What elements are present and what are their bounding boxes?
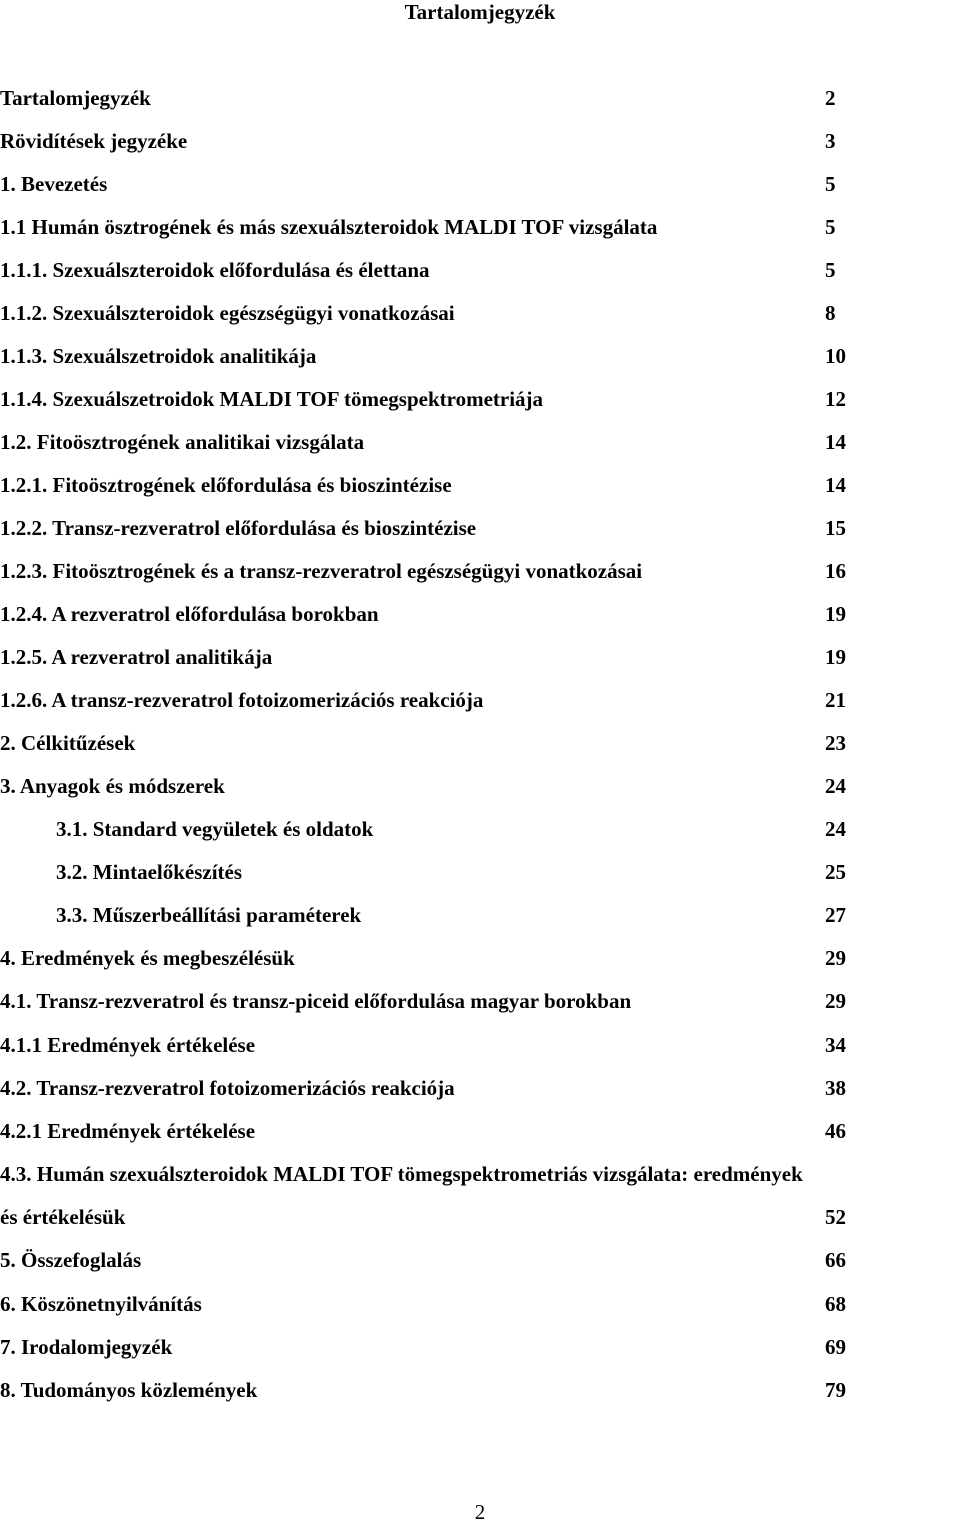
toc-entry-page: 34 [825,1033,846,1057]
toc-entry[interactable] [0,298,960,328]
toc-entry[interactable] [0,685,960,715]
toc-entry-page: 23 [825,731,846,755]
toc-entry[interactable] [0,255,960,285]
toc-entry-label: 4.2.1 Eredmények értékelése [0,1119,256,1143]
toc-entry-label: 4.1.1 Eredmények értékelése [0,1033,256,1057]
toc-entry-page: 38 [825,1076,846,1100]
toc-entry-page: 8 [825,301,836,325]
toc-entry-page: 14 [825,430,846,454]
toc-entry[interactable] [0,212,960,242]
toc-entry-label: 1.1.2. Szexuálszteroidok egészségügyi vonatkozásai [0,301,455,325]
toc-entry[interactable] [0,126,960,156]
toc-entry[interactable] [0,341,960,371]
toc-entry-page: 79 [825,1378,846,1402]
toc-entry[interactable] [0,470,960,500]
toc-entry-page: 21 [825,688,846,712]
toc-entry-page: 5 [825,215,836,239]
toc-entry-page: 5 [825,172,836,196]
toc-entry[interactable] [0,427,960,457]
toc-entry-label: 1.1.3. Szexuálszetroidok analitikája [0,344,317,368]
toc-entry[interactable] [0,1289,960,1319]
toc-entry-page: 66 [825,1248,846,1272]
toc-entry-page: 16 [825,559,846,583]
toc-entry[interactable] [0,1375,960,1405]
toc-entry-label: 1.2.2. Transz-rezveratrol előfordulása és bioszintézise [0,516,477,540]
toc-entry-page: 3 [825,129,836,153]
toc-entry-page: 19 [825,645,846,669]
toc-entry[interactable] [0,1030,960,1060]
toc-entry-page: 5 [825,258,836,282]
toc-entry[interactable] [0,771,960,801]
toc-entry[interactable] [0,986,960,1016]
toc-entry-label: 1.2.4. A rezveratrol előfordulása borokban [0,602,379,626]
toc-entry-label: 1. Bevezetés [0,172,108,196]
toc-entry-page: 2 [825,86,836,110]
toc-entry-label: 3.2. Mintaelőkészítés [56,860,243,884]
toc-entry-label-line1: 4.3. Humán szexuálszteroidok MALDI TOF tömegspektrometriás vizsgálata: eredmények [0,1162,803,1186]
toc-entry-label: 1.1.1. Szexuálszteroidok előfordulása és élettana [0,258,430,282]
toc-entry[interactable] [0,1073,960,1103]
toc-entry-label: 1.2.5. A rezveratrol analitikája [0,645,273,669]
toc-entry[interactable] [0,728,960,758]
toc-entry-page: 29 [825,946,846,970]
toc-entry-page: 10 [825,344,846,368]
toc-entry-page: 69 [825,1335,846,1359]
toc-entry[interactable] [0,1245,960,1275]
toc-entry-page: 68 [825,1292,846,1316]
toc-entry-label: 1.2. Fitoösztrogének analitikai vizsgálata [0,430,365,454]
toc-entry-page: 24 [825,774,846,798]
toc-entry-multiline[interactable] [0,1159,960,1235]
toc-entry-label: 1.2.3. Fitoösztrogének és a transz-rezveratrol egészségügyi vonatkozásai [0,559,643,583]
toc-entry[interactable] [0,599,960,629]
toc-entry[interactable] [0,900,960,930]
toc-entry[interactable] [0,83,960,113]
toc-entry-label: 1.1.4. Szexuálszetroidok MALDI TOF tömegspektrometriája [0,387,544,411]
toc-entry-label: 3.3. Műszerbeállítási paraméterek [56,903,362,927]
toc-entry-page: 27 [825,903,846,927]
toc-entry-label: 1.2.6. A transz-rezveratrol fotoizomerizációs reakciója [0,688,484,712]
toc-entry-page: 52 [825,1205,846,1229]
toc-entry[interactable] [0,814,960,844]
toc-entry-label: 3.1. Standard vegyületek és oldatok [56,817,374,841]
toc-entry-page: 29 [825,989,846,1013]
toc-entry-page: 25 [825,860,846,884]
toc-entry-label: 7. Irodalomjegyzék [0,1335,173,1359]
toc-entry[interactable] [0,857,960,887]
toc-entry[interactable] [0,943,960,973]
toc-entry-page: 15 [825,516,846,540]
toc-entry[interactable] [0,1332,960,1362]
toc-entry[interactable] [0,642,960,672]
toc-entry-page: 14 [825,473,846,497]
toc-entry-label: Tartalomjegyzék [0,86,151,110]
toc-entry-page: 24 [825,817,846,841]
toc-entry-label: 3. Anyagok és módszerek [0,774,225,798]
toc-entry[interactable] [0,384,960,414]
toc-entry-page: 19 [825,602,846,626]
toc-entry-label: 1.1 Humán ösztrogének és más szexuálszteroidok MALDI TOF vizsgálata [0,215,658,239]
toc-entry-label: 6. Köszönetnyilvánítás [0,1292,202,1316]
toc-entry-label: Rövidítések jegyzéke [0,129,188,153]
toc-entry-page: 46 [825,1119,846,1143]
toc-entry[interactable] [0,513,960,543]
toc-entry-label: 8. Tudományos közlemények [0,1378,258,1402]
toc-entry-page: 12 [825,387,846,411]
toc-entry-label: 5. Összefoglalás [0,1248,142,1272]
toc-entry-label: 4.2. Transz-rezveratrol fotoizomerizációs reakciója [0,1076,455,1100]
toc-entry-label-line2: és értékelésük [0,1205,126,1229]
toc-entry-label: 4. Eredmények és megbeszélésük [0,946,295,970]
page-number: 2 [474,1500,486,1524]
toc-entry[interactable] [0,556,960,586]
toc-entry-label: 1.2.1. Fitoösztrogének előfordulása és bioszintézise [0,473,452,497]
toc-entry[interactable] [0,169,960,199]
toc-entry[interactable] [0,1116,960,1146]
toc-entry-label: 2. Célkitűzések [0,731,136,755]
toc-entry-label: 4.1. Transz-rezveratrol és transz-piceid előfordulása magyar borokban [0,989,632,1013]
page-title: Tartalomjegyzék [404,0,556,24]
